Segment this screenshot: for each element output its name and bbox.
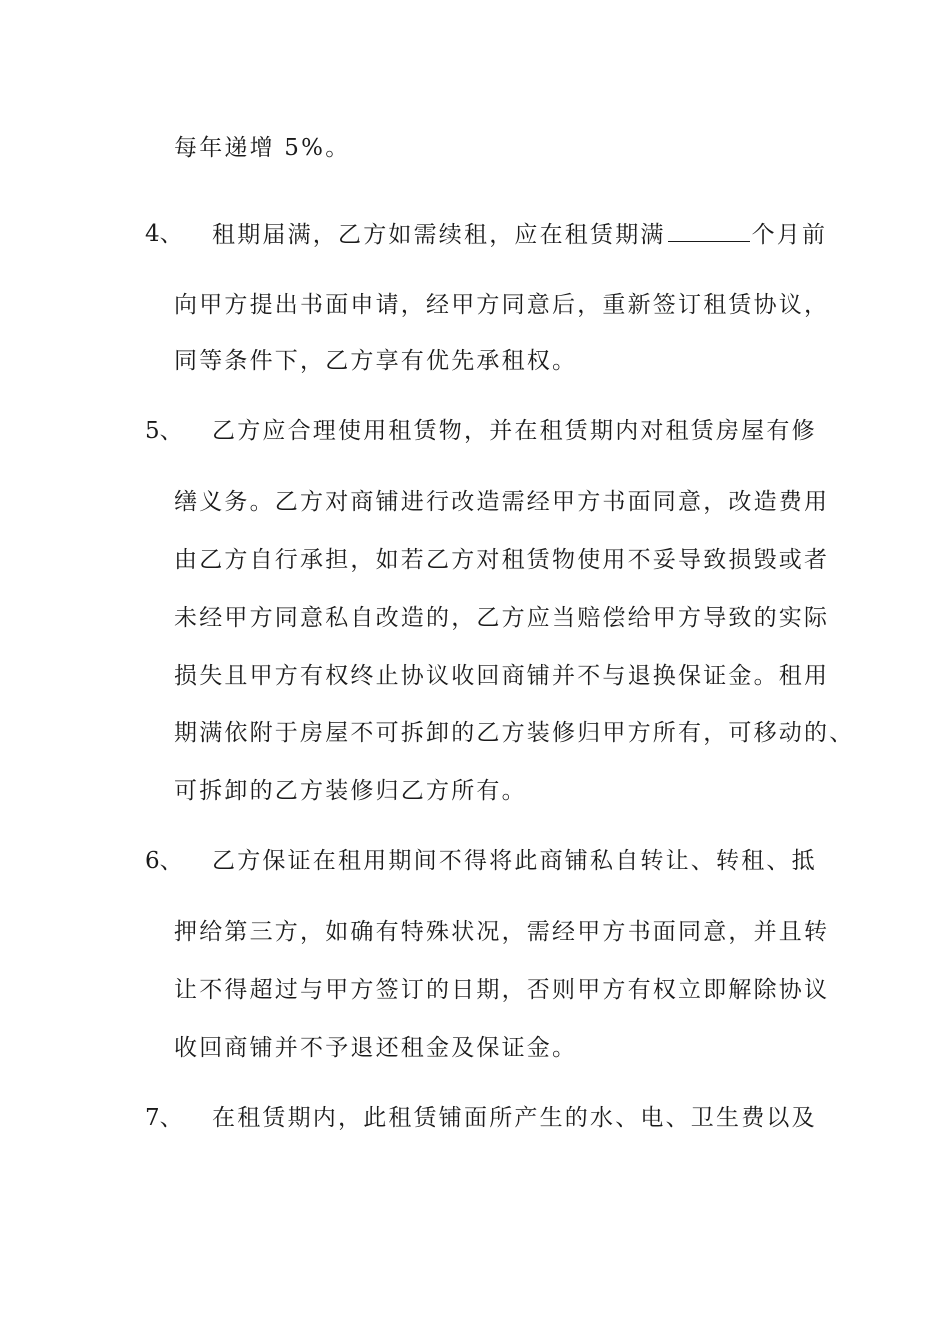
text-line: 由乙方自行承担，如若乙方对租赁物使用不妥导致损毁或者	[174, 547, 830, 573]
clause-first-line: 乙方保证在租用期间不得将此商铺私自转让、转租、抵	[212, 848, 817, 874]
text-line: 每年递增 5%。	[174, 135, 351, 161]
clause-first-line: 租期届满，乙方如需续租，应在租赁期满 个月前	[212, 219, 827, 250]
text-line: 押给第三方，如确有特殊状况，需经甲方书面同意，并且转	[174, 919, 830, 945]
text-line: 同等条件下，乙方享有优先承租权。	[174, 348, 578, 374]
clause-first-line: 乙方应合理使用租赁物，并在租赁期内对租赁房屋有修	[212, 418, 817, 444]
clause-number: 4、	[145, 221, 183, 247]
text-line: 可拆卸的乙方装修归乙方所有。	[174, 778, 527, 804]
text-line: 未经甲方同意私自改造的，乙方应当赔偿给甲方导致的实际	[174, 605, 830, 631]
clause-number: 6、	[145, 848, 183, 874]
text-line: 让不得超过与甲方签订的日期，否则甲方有权立即解除协议	[174, 977, 830, 1003]
text-line: 收回商铺并不予退还租金及保证金。	[174, 1035, 578, 1061]
clause-number: 5、	[145, 418, 183, 444]
text-line: 损失且甲方有权终止协议收回商铺并不与退换保证金。租用	[174, 663, 830, 689]
clause-number: 7、	[145, 1105, 183, 1131]
text-line: 缮义务。乙方对商铺进行改造需经甲方书面同意，改造费用	[174, 489, 830, 515]
fill-in-blank	[668, 219, 750, 242]
clause-first-line: 在租赁期内，此租赁铺面所产生的水、电、卫生费以及	[212, 1105, 817, 1131]
text-line: 向甲方提出书面申请，经甲方同意后，重新签订租赁协议，	[174, 292, 830, 318]
text-line: 期满依附于房屋不可拆卸的乙方装修归甲方所有，可移动的、	[174, 720, 855, 746]
